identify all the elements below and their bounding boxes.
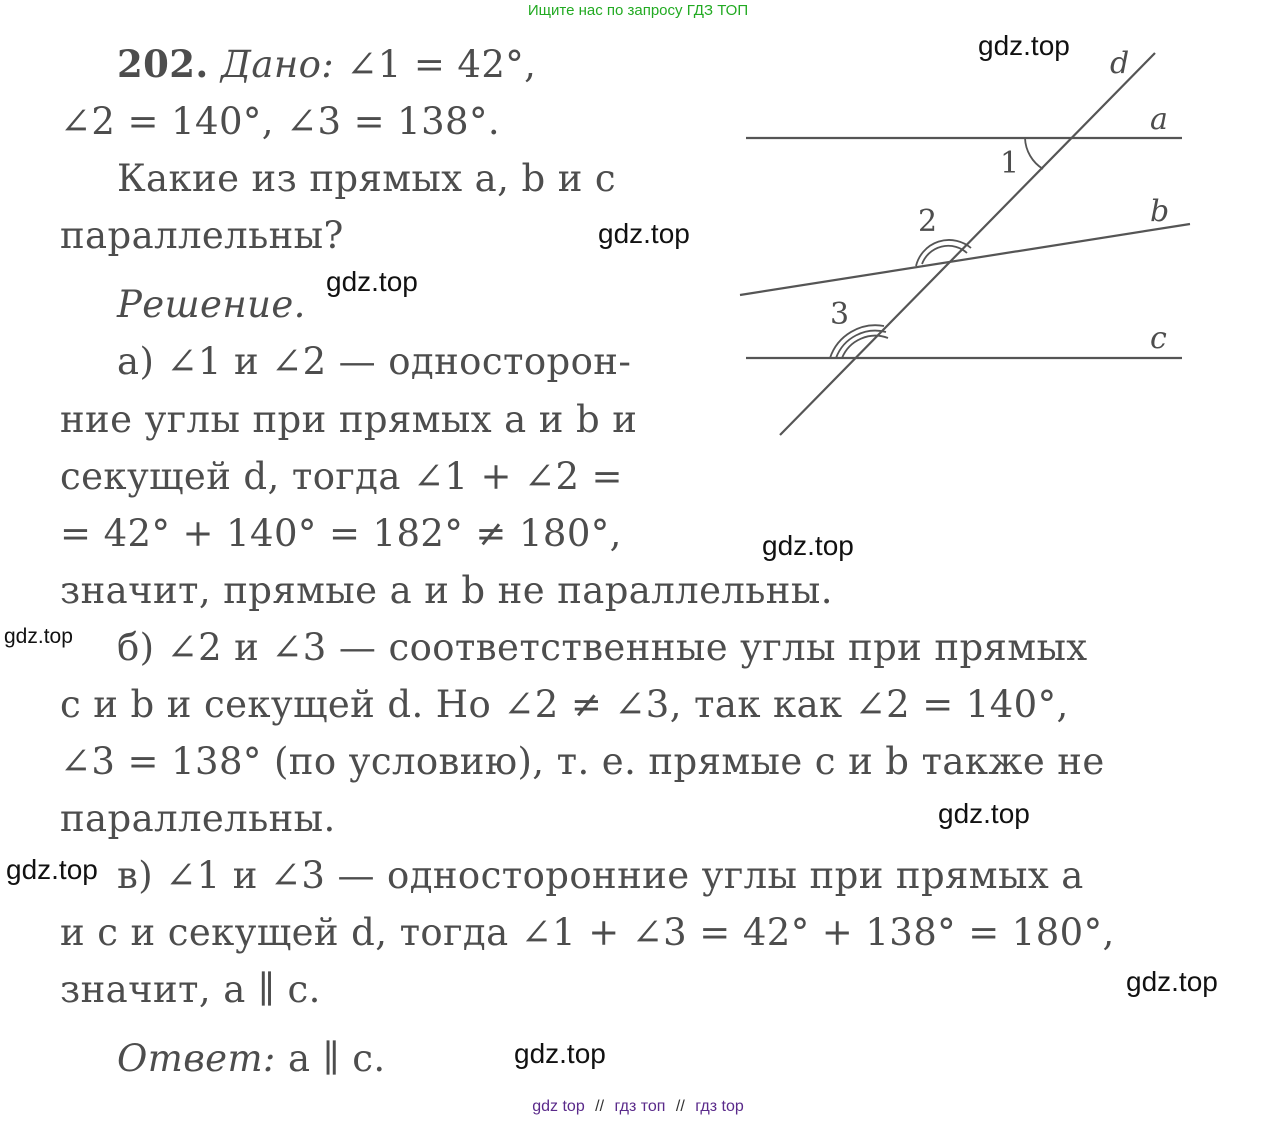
solution-line-a3: секущей d, тогда ∠1 + ∠2 = [60,455,623,498]
solution-line-a4: = 42° + 140° = 182° ≠ 180°, [60,512,622,555]
solution-line-a1: а) ∠1 и ∠2 — односторон- [117,340,632,383]
label-b: b [1150,194,1170,229]
parallel-lines-figure [730,40,1200,450]
solution-line-a2: ние углы при прямых a и b и [60,398,638,441]
solution-heading: Решение. [117,283,306,326]
line-d [780,53,1155,435]
solution-line-b3: ∠3 = 138° (по условию), т. е. прямые c и b также не [60,740,1105,783]
watermark: gdz.top [6,854,98,885]
angle-label-3: 3 [830,297,850,332]
answer-label: Ответ: [117,1037,276,1080]
footer-separator: // [595,1098,605,1115]
label-a: a [1150,102,1168,137]
footer-link-gdz-top[interactable]: gdz top [532,1098,585,1115]
solution-line-c1: в) ∠1 и ∠3 — односторонние углы при прямых a [117,854,1084,897]
watermark: gdz.top [978,30,1070,61]
angle-1-arc [1025,138,1043,169]
footer-separator: // [675,1098,685,1115]
solution-line-c3: значит, a ∥ c. [60,968,321,1011]
footer-link-gdz-top-ru[interactable]: гдз топ [614,1098,666,1115]
solution-line-a5: значит, прямые a и b не параллельны. [60,569,833,612]
solution-line-c2: и c и секущей d, тогда ∠1 + ∠3 = 42° + 138° = 180°, [60,911,1115,954]
answer-value: a ∥ c. [287,1037,386,1080]
watermark: gdz.top [514,1038,606,1069]
watermark: gdz.top [326,266,418,297]
search-banner: Ищите нас по запросу ГДЗ ТОП [527,2,749,19]
watermark: gdz.top [1126,966,1218,997]
question-line-2: параллельны? [60,214,344,257]
solution-line-b4: параллельны. [60,797,336,840]
angle-label-2: 2 [918,204,938,239]
problem-number: 202. [117,42,209,86]
watermark: gdz.top [4,625,73,648]
footer-link-gdz-top-mixed[interactable]: гдз top [695,1098,744,1115]
answer [117,1037,386,1080]
solution-line-b2: c и b и секущей d. Но ∠2 ≠ ∠3, так как ∠2 = 140°, [60,683,1069,726]
watermark: gdz.top [762,530,854,561]
label-d: d [1110,46,1130,81]
question-line-1: Какие из прямых a, b и c [117,157,617,200]
given-label: Дано: [220,43,335,86]
given-line-2: ∠2 = 140°, ∠3 = 138°. [60,100,501,143]
angle-label-1: 1 [1000,146,1020,181]
solution-line-b1: б) ∠2 и ∠3 — соответственные углы при прямых [117,626,1088,669]
label-c: c [1150,321,1167,356]
footer-links [0,1098,1276,1116]
given-angle-1: ∠1 = 42°, [346,43,537,86]
watermark: gdz.top [598,218,690,249]
line-b [740,224,1190,295]
watermark: gdz.top [938,798,1030,829]
problem-header [117,42,536,86]
